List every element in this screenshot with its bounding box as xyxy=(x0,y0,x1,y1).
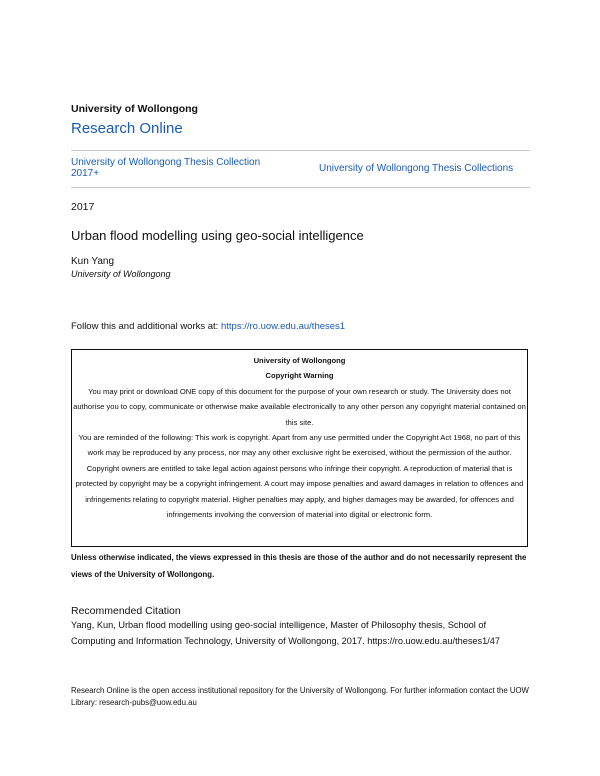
author-name: Kun Yang xyxy=(71,256,115,267)
institution-name: University of Wollongong xyxy=(71,103,198,115)
disclaimer-text: Unless otherwise indicated, the views expressed in this thesis are those of the author and do not necessarily represent the views of the University of Wollongong. xyxy=(71,553,527,579)
divider-top xyxy=(71,150,530,151)
theses-url-link[interactable]: https://ro.uow.edu.au/theses1 xyxy=(220,321,346,332)
copyright-para-2: You are reminded of the following: This work is copyright. Apart from any use permitted under the Copyright Act 1968, no part of this work may be reproduced by any process, nor may any other exclusive right be exercised, without the permission of the author. Copyright owners are entitled to take legal action against persons who infringe their copyright. A reproduction of material that is protected by copyright may be a copyright infringement. A court may impose penalties and award damages in relation to offences and infringements relating to copyright material. Higher penalties may apply, and higher damages may be awarded, for offences and infringements involving the conversion of material into digital or electronic form. xyxy=(75,433,524,520)
research-online-link[interactable]: Research Online xyxy=(71,120,183,137)
collection-link-2017[interactable]: University of Wollongong Thesis Collection 2017+ xyxy=(71,157,261,179)
citation-text: Yang, Kun, Urban flood modelling using geo-social intelligence, Master of Philosophy thesis, School of Computing and Information Technology, University of Wollongong, 2017. https://ro.uow.edu.au/theses1/47 xyxy=(71,620,501,646)
thesis-year: 2017 xyxy=(71,201,95,213)
thesis-title[interactable]: Urban flood modelling using geo-social intelligence xyxy=(71,228,364,243)
copyright-warning-box xyxy=(71,349,528,547)
copyright-box-heading: University of Wollongong xyxy=(253,356,346,365)
copyright-box-subheading: Copyright Warning xyxy=(265,371,334,381)
citation-heading: Recommended Citation xyxy=(71,605,181,617)
follow-label: Follow this and additional works at: xyxy=(71,321,221,332)
author-affiliation: University of Wollongong xyxy=(71,269,171,279)
divider-bottom xyxy=(71,187,530,188)
collection-link-theses[interactable]: University of Wollongong Thesis Collections xyxy=(319,163,514,174)
footer-text: Research Online is the open access institutional repository for the University of Wollongong. For further information contact the UOW Library: research-pubs@uow.edu.au xyxy=(71,686,529,707)
follow-line xyxy=(71,321,345,332)
copyright-para-1: You may print or download ONE copy of this document for the purpose of your own research or study. The University does not authorise you to copy, communicate or otherwise make available electronically to any other person any copyright material contained on this site. xyxy=(73,386,526,427)
